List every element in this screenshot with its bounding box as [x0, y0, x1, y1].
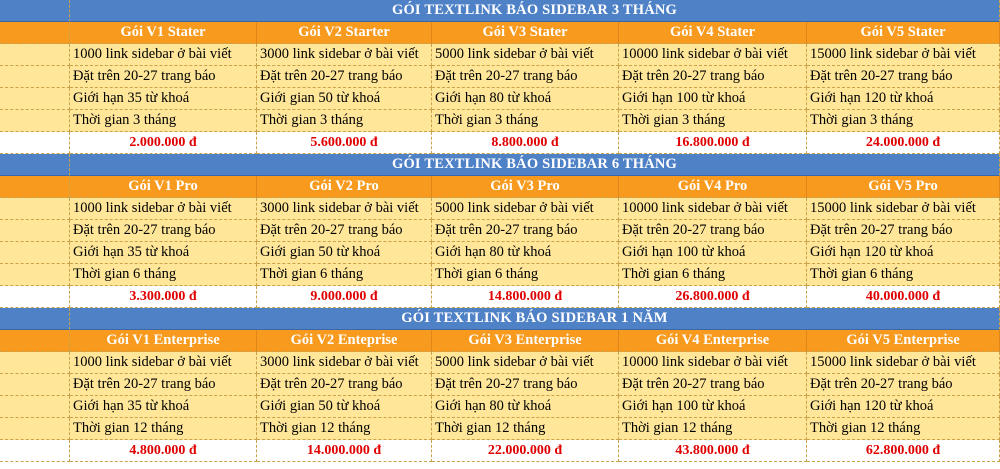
feature-duration-cell[interactable]: Thời gian 12 tháng — [807, 418, 1000, 440]
feature-links-cell[interactable]: 15000 link sidebar ở bài viết — [807, 198, 1000, 220]
price-cell[interactable]: 22.000.000 đ — [432, 440, 619, 462]
feature-keywords-cell[interactable]: Giới hạn 120 từ khoá — [807, 396, 1000, 418]
feature-keywords-cell[interactable]: Giới hạn 35 từ khoá — [70, 88, 257, 110]
row-gutter[interactable] — [0, 66, 70, 88]
feature-links-cell[interactable]: 5000 link sidebar ở bài viết — [432, 352, 619, 374]
package-name-cell[interactable]: Gói V3 Enterprise — [432, 330, 619, 352]
package-name-cell[interactable]: Gói V4 Stater — [619, 22, 807, 44]
feature-links-cell[interactable]: 10000 link sidebar ở bài viết — [619, 352, 807, 374]
price-cell[interactable]: 2.000.000 đ — [70, 132, 257, 154]
row-gutter[interactable] — [0, 44, 70, 66]
row-gutter[interactable] — [0, 242, 70, 264]
feature-duration-cell[interactable]: Thời gian 12 tháng — [257, 418, 432, 440]
row-gutter[interactable] — [0, 374, 70, 396]
feature-duration-cell[interactable]: Thời gian 6 tháng — [619, 264, 807, 286]
price-cell[interactable]: 5.600.000 đ — [257, 132, 432, 154]
price-cell[interactable]: 4.800.000 đ — [70, 440, 257, 462]
feature-keywords-cell[interactable]: Giới hạn 100 từ khoá — [619, 242, 807, 264]
price-cell[interactable]: 3.300.000 đ — [70, 286, 257, 308]
feature-links-cell[interactable]: 1000 link sidebar ở bài viết — [70, 198, 257, 220]
package-name-cell[interactable]: Gói V2 Enteprise — [257, 330, 432, 352]
price-cell[interactable]: 8.800.000 đ — [432, 132, 619, 154]
row-gutter[interactable] — [0, 154, 70, 176]
feature-links-cell[interactable]: 10000 link sidebar ở bài viết — [619, 44, 807, 66]
price-cell[interactable]: 16.800.000 đ — [619, 132, 807, 154]
price-cell[interactable]: 43.800.000 đ — [619, 440, 807, 462]
feature-placement-cell[interactable]: Đặt trên 20-27 trang báo — [807, 66, 1000, 88]
row-gutter[interactable] — [0, 330, 70, 352]
feature-links-cell[interactable]: 3000 link sidebar ở bài viết — [257, 198, 432, 220]
feature-keywords-cell[interactable]: Giới hạn 120 từ khoá — [807, 88, 1000, 110]
feature-duration-cell[interactable]: Thời gian 6 tháng — [70, 264, 257, 286]
row-gutter[interactable] — [0, 418, 70, 440]
feature-placement-cell[interactable]: Đặt trên 20-27 trang báo — [619, 66, 807, 88]
price-cell[interactable]: 9.000.000 đ — [257, 286, 432, 308]
feature-duration-cell[interactable]: Thời gian 6 tháng — [432, 264, 619, 286]
feature-placement-cell[interactable]: Đặt trên 20-27 trang báo — [70, 66, 257, 88]
row-gutter[interactable] — [0, 264, 70, 286]
section-title[interactable]: GÓI TEXTLINK BÁO SIDEBAR 3 THÁNG — [70, 0, 1000, 22]
row-gutter[interactable] — [0, 198, 70, 220]
package-name-cell[interactable]: Gói V3 Stater — [432, 22, 619, 44]
row-gutter[interactable] — [0, 286, 70, 308]
feature-keywords-cell[interactable]: Giới hạn 80 từ khoá — [432, 242, 619, 264]
feature-links-cell[interactable]: 1000 link sidebar ở bài viết — [70, 352, 257, 374]
feature-placement-cell[interactable]: Đặt trên 20-27 trang báo — [257, 66, 432, 88]
package-name-cell[interactable]: Gói V2 Pro — [257, 176, 432, 198]
feature-duration-cell[interactable]: Thời gian 6 tháng — [807, 264, 1000, 286]
package-name-cell[interactable]: Gói V5 Stater — [807, 22, 1000, 44]
feature-duration-cell[interactable]: Thời gian 3 tháng — [807, 110, 1000, 132]
feature-placement-cell[interactable]: Đặt trên 20-27 trang báo — [432, 66, 619, 88]
price-cell[interactable]: 40.000.000 đ — [807, 286, 1000, 308]
feature-placement-cell[interactable]: Đặt trên 20-27 trang báo — [807, 374, 1000, 396]
row-gutter[interactable] — [0, 396, 70, 418]
package-name-cell[interactable]: Gói V4 Pro — [619, 176, 807, 198]
row-gutter[interactable] — [0, 132, 70, 154]
feature-duration-cell[interactable]: Thời gian 12 tháng — [432, 418, 619, 440]
feature-keywords-cell[interactable]: Giới hạn 80 từ khoá — [432, 396, 619, 418]
feature-links-cell[interactable]: 1000 link sidebar ở bài viết — [70, 44, 257, 66]
row-gutter[interactable] — [0, 22, 70, 44]
row-gutter[interactable] — [0, 176, 70, 198]
feature-links-cell[interactable]: 5000 link sidebar ở bài viết — [432, 198, 619, 220]
feature-keywords-cell[interactable]: Giới hạn 100 từ khoá — [619, 88, 807, 110]
feature-duration-cell[interactable]: Thời gian 3 tháng — [432, 110, 619, 132]
feature-placement-cell[interactable]: Đặt trên 20-27 trang báo — [70, 374, 257, 396]
row-gutter[interactable] — [0, 0, 70, 22]
feature-duration-cell[interactable]: Thời gian 12 tháng — [619, 418, 807, 440]
feature-placement-cell[interactable]: Đặt trên 20-27 trang báo — [619, 220, 807, 242]
feature-placement-cell[interactable]: Đặt trên 20-27 trang báo — [70, 220, 257, 242]
feature-links-cell[interactable]: 15000 link sidebar ở bài viết — [807, 44, 1000, 66]
row-gutter[interactable] — [0, 308, 70, 330]
price-cell[interactable]: 24.000.000 đ — [807, 132, 1000, 154]
feature-placement-cell[interactable]: Đặt trên 20-27 trang báo — [432, 374, 619, 396]
package-name-cell[interactable]: Gói V1 Stater — [70, 22, 257, 44]
price-cell[interactable]: 26.800.000 đ — [619, 286, 807, 308]
feature-duration-cell[interactable]: Thời gian 12 tháng — [70, 418, 257, 440]
package-name-cell[interactable]: Gói V3 Pro — [432, 176, 619, 198]
feature-duration-cell[interactable]: Thời gian 6 tháng — [257, 264, 432, 286]
package-name-cell[interactable]: Gói V5 Enterprise — [807, 330, 1000, 352]
feature-keywords-cell[interactable]: Giới gian 50 từ khoá — [257, 242, 432, 264]
feature-keywords-cell[interactable]: Giới hạn 120 từ khoá — [807, 242, 1000, 264]
feature-keywords-cell[interactable]: Giới gian 50 từ khoá — [257, 88, 432, 110]
feature-duration-cell[interactable]: Thời gian 3 tháng — [70, 110, 257, 132]
feature-placement-cell[interactable]: Đặt trên 20-27 trang báo — [619, 374, 807, 396]
price-cell[interactable]: 62.800.000 đ — [807, 440, 1000, 462]
feature-placement-cell[interactable]: Đặt trên 20-27 trang báo — [257, 220, 432, 242]
row-gutter[interactable] — [0, 352, 70, 374]
row-gutter[interactable] — [0, 220, 70, 242]
feature-duration-cell[interactable]: Thời gian 3 tháng — [257, 110, 432, 132]
row-gutter[interactable] — [0, 440, 70, 462]
row-gutter[interactable] — [0, 88, 70, 110]
feature-links-cell[interactable]: 3000 link sidebar ở bài viết — [257, 352, 432, 374]
section-title[interactable]: GÓI TEXTLINK BÁO SIDEBAR 1 NĂM — [70, 308, 1000, 330]
feature-placement-cell[interactable]: Đặt trên 20-27 trang báo — [432, 220, 619, 242]
package-name-cell[interactable]: Gói V1 Pro — [70, 176, 257, 198]
feature-keywords-cell[interactable]: Giới hạn 35 từ khoá — [70, 396, 257, 418]
feature-placement-cell[interactable]: Đặt trên 20-27 trang báo — [807, 220, 1000, 242]
price-cell[interactable]: 14.000.000 đ — [257, 440, 432, 462]
feature-keywords-cell[interactable]: Giới hạn 35 từ khoá — [70, 242, 257, 264]
package-name-cell[interactable]: Gói V4 Enterprise — [619, 330, 807, 352]
package-name-cell[interactable]: Gói V2 Starter — [257, 22, 432, 44]
feature-placement-cell[interactable]: Đặt trên 20-27 trang báo — [257, 374, 432, 396]
feature-keywords-cell[interactable]: Giới hạn 100 từ khoá — [619, 396, 807, 418]
feature-links-cell[interactable]: 3000 link sidebar ở bài viết — [257, 44, 432, 66]
row-gutter[interactable] — [0, 110, 70, 132]
feature-duration-cell[interactable]: Thời gian 3 tháng — [619, 110, 807, 132]
price-cell[interactable]: 14.800.000 đ — [432, 286, 619, 308]
package-name-cell[interactable]: Gói V1 Enterprise — [70, 330, 257, 352]
feature-keywords-cell[interactable]: Giới gian 50 từ khoá — [257, 396, 432, 418]
feature-links-cell[interactable]: 10000 link sidebar ở bài viết — [619, 198, 807, 220]
feature-keywords-cell[interactable]: Giới hạn 80 từ khoá — [432, 88, 619, 110]
package-name-cell[interactable]: Gói V5 Pro — [807, 176, 1000, 198]
feature-links-cell[interactable]: 15000 link sidebar ở bài viết — [807, 352, 1000, 374]
section-title[interactable]: GÓI TEXTLINK BÁO SIDEBAR 6 THÁNG — [70, 154, 1000, 176]
feature-links-cell[interactable]: 5000 link sidebar ở bài viết — [432, 44, 619, 66]
